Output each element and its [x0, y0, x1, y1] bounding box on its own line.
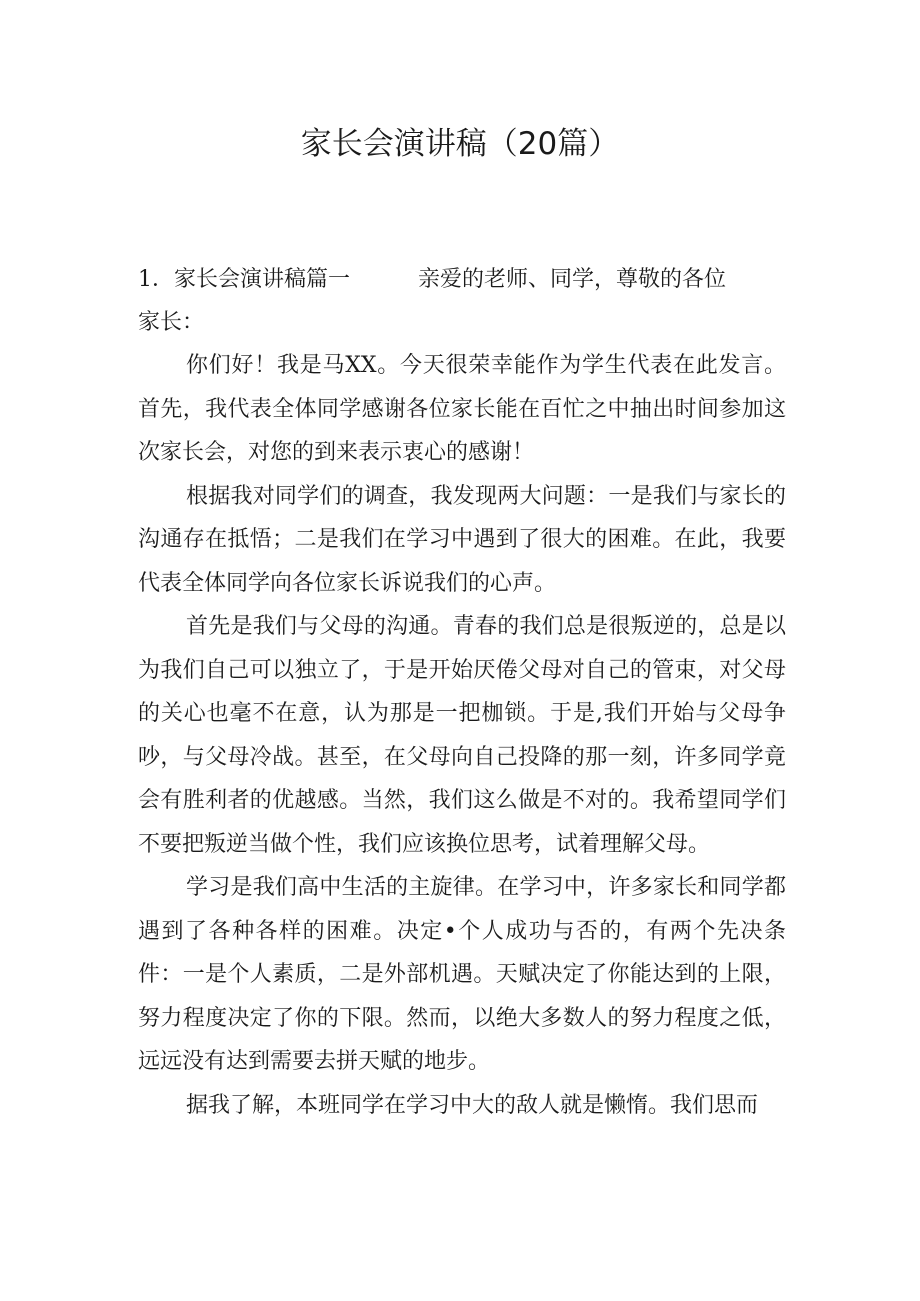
greeting: 亲爱的老师、同学，尊敬的各位	[418, 267, 727, 292]
paragraph: 根据我对同学们的调查，我发现两大问题：一是我们与家长的沟通存在抵悟；二是我们在学习中遇到了很大的困难。在此，我要代表全体同学向各位家长诉说我们的心声。	[138, 483, 786, 596]
paragraph: 你们好！我是马XX。今天很荣幸能作为学生代表在此发言。首先，我代表全体同学感谢各位家长能在百忙之中抽出时间参加这次家长会，对您的到来表示衷心的感谢！	[138, 353, 786, 465]
document-body	[138, 258, 786, 1127]
document-title: 家长会演讲稿（20篇）	[300, 126, 620, 162]
paragraph: 学习是我们高中生活的主旋律。在学习中，许多家长和同学都遇到了各种各样的困难。决定•个人成功与否的，有两个先决条件：一是个人素质，二是外部机遇。天赋决定了你能达到的上限，努力程度决定了你的下限。然而，以绝大多数人的努力程度之低，远远没有达到需要去拼天赋的地步。	[138, 875, 786, 1074]
section-heading-line	[138, 258, 786, 301]
greeting-continuation: 家长：	[138, 310, 205, 335]
paragraph: 据我了解，本班同学在学习中大的敌人就是懒惰。我们思而	[186, 1092, 759, 1118]
section-heading: 1．家长会演讲稿篇一	[138, 267, 350, 292]
paragraph: 首先是我们与父母的沟通。青春的我们总是很叛逆的，总是以为我们自己可以独立了，于是开始厌倦父母对自己的管束，对父母的关心也毫不在意，认为那是一把枷锁。于是,我们开始与父母争吵，与父母冷战。甚至，在父母向自己投降的那一刻，许多同学竟会有胜利者的优越感。当然，我们这么做是不对的。我希望同学们不要把叛逆当做个性，我们应该换位思考，试着理解父母。	[138, 614, 786, 857]
